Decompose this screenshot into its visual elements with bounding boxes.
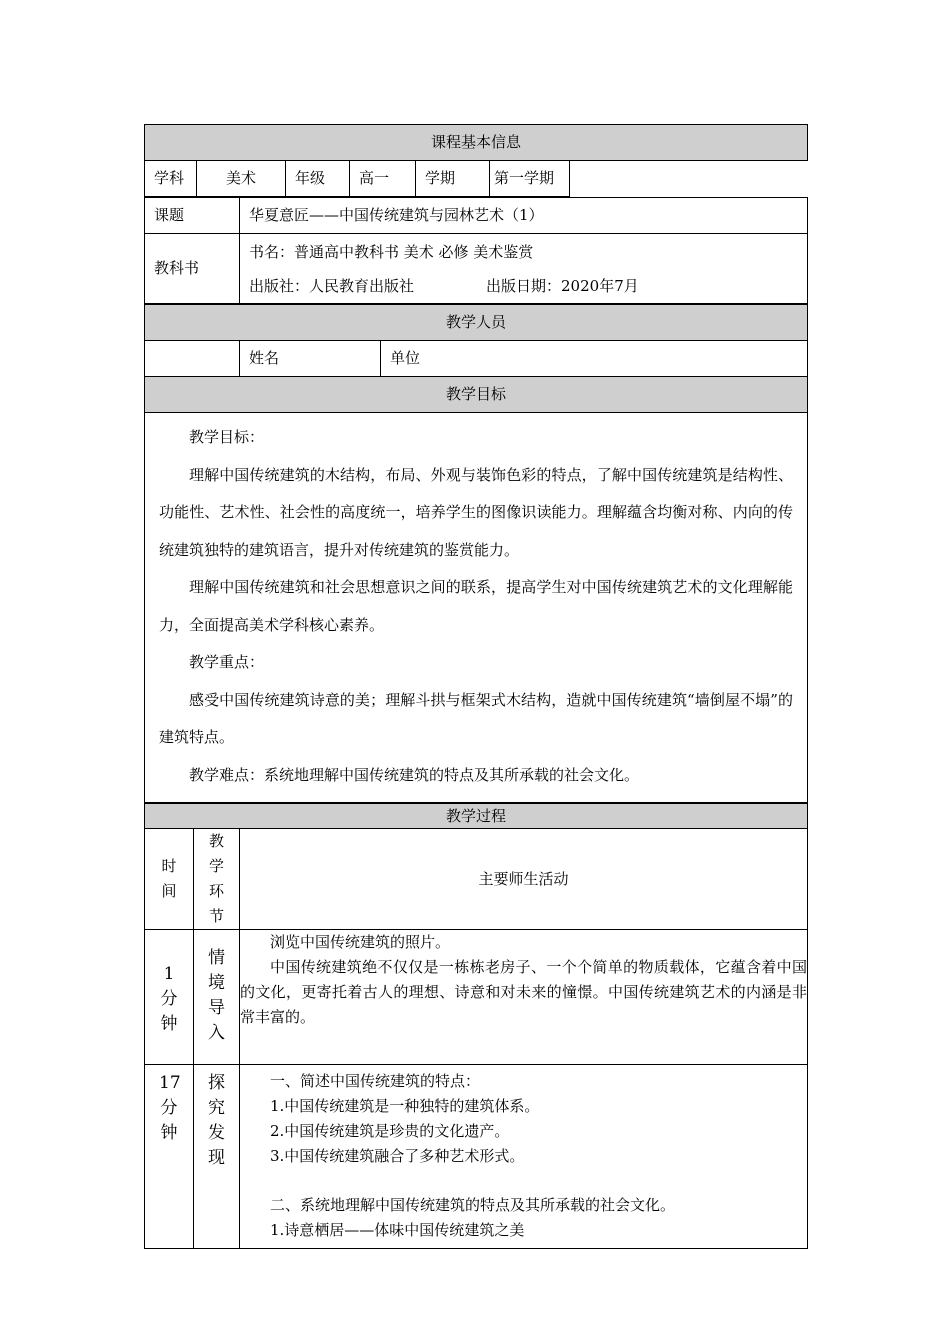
staff-blank-cell (145, 341, 240, 377)
goals-heading: 教学目标： (189, 428, 265, 446)
textbook-label: 教科书 (145, 234, 240, 304)
lesson-plan-document (144, 124, 807, 1249)
goals-content (145, 413, 808, 803)
key-points-heading: 教学重点： (189, 653, 265, 671)
unit-label: 单位 (381, 341, 808, 377)
key-points-text: 感受中国传统建筑诗意的美；理解斗拱与框架式木结构，造就中国传统建筑“墙倒屋不塌”的建筑特点。 (159, 690, 794, 746)
term-label: 学期 (416, 161, 490, 197)
publisher-row (240, 270, 808, 304)
textbook-name: 书名：普通高中教科书 美术 必修 美术鉴赏 (240, 234, 808, 271)
goals-header: 教学目标 (145, 377, 808, 413)
staff-header: 教学人员 (145, 305, 808, 341)
activity-line: 1.诗意栖居——体味中国传统建筑之美 (270, 1221, 525, 1239)
grade-label: 年级 (286, 161, 350, 197)
activity-line: 3.中国传统建筑融合了多种艺术形式。 (270, 1147, 525, 1165)
basic-info-header: 课程基本信息 (145, 125, 808, 161)
activity-line: 2.中国传统建筑是珍贵的文化遗产。 (270, 1122, 510, 1140)
topic-label: 课题 (145, 198, 240, 234)
goals-paragraph: 理解中国传统建筑的木结构，布局、外观与装饰色彩的特点，了解中国传统建筑是结构性、功能性、艺术性、社会性的高度统一，培养学生的图像识读能力。理解蕴含均衡对称、内向的传统建筑独特的建筑语言，提升对传统建筑的鉴赏能力。 (159, 465, 794, 559)
goals-paragraph: 理解中国传统建筑和社会思想意识之间的联系，提高学生对中国传统建筑艺术的文化理解能力，全面提高美术学科核心素养。 (159, 578, 794, 634)
time-cell: 17分钟 (145, 1065, 194, 1249)
publisher: 出版社：人民教育出版社 (249, 277, 415, 295)
grade-value: 高一 (350, 161, 416, 197)
process-header: 教学过程 (145, 804, 808, 829)
stage-cell: 情境导入 (194, 930, 240, 1065)
publication-date: 出版日期：2020年7月 (486, 277, 639, 295)
activity-cell (240, 1065, 808, 1249)
activity-line: 中国传统建筑绝不仅仅是一栋栋老房子、一个个简单的物质载体，它蕴含着中国的文化，更寄托着古人的理想、诗意和对未来的憧憬。中国传统建筑艺术的内涵是非常丰富的。 (240, 958, 808, 1026)
activity-line: 1.中国传统建筑是一种独特的建筑体系。 (270, 1097, 540, 1115)
difficulty-text: 教学难点：系统地理解中国传统建筑的特点及其所承载的社会文化。 (189, 765, 640, 784)
staff-table (144, 304, 808, 803)
stage-column-header: 教学环节 (194, 829, 240, 930)
name-label: 姓名 (240, 341, 381, 377)
activity-cell (240, 930, 808, 1065)
process-table (144, 803, 808, 1249)
subject-label: 学科 (145, 161, 197, 197)
activity-line: 一、简述中国传统建筑的特点： (270, 1072, 481, 1090)
time-cell: 1分钟 (145, 930, 194, 1065)
subject-value: 美术 (197, 161, 286, 197)
activity-line: 二、系统地理解中国传统建筑的特点及其所承载的社会文化。 (270, 1196, 676, 1214)
time-column-header: 时间 (145, 829, 194, 930)
basic-info-table (144, 124, 808, 197)
topic-table (144, 197, 808, 304)
stage-cell: 探究发现 (194, 1065, 240, 1249)
blank-cell (570, 161, 808, 197)
activity-column-header: 主要师生活动 (240, 829, 808, 930)
term-value: 第一学期 (490, 161, 570, 197)
topic-value: 华夏意匠——中国传统建筑与园林艺术（1） (240, 198, 808, 234)
activity-line: 浏览中国传统建筑的照片。 (270, 933, 451, 951)
